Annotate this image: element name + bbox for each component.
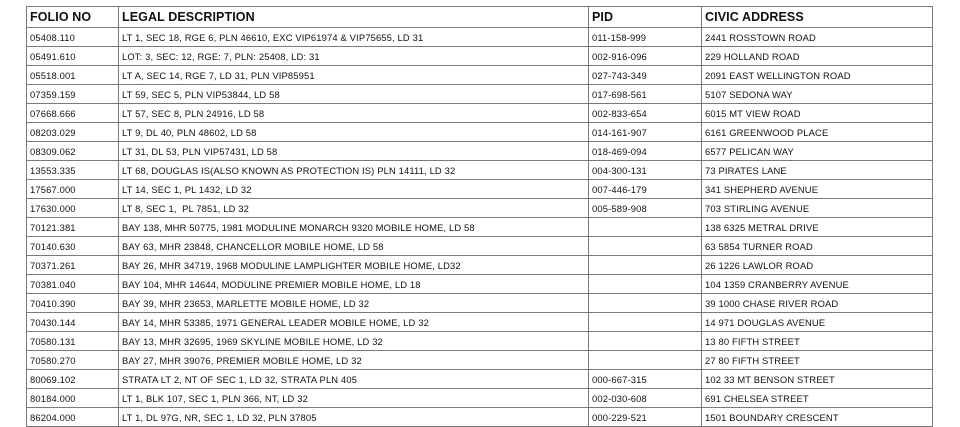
cell-civic: 73 PIRATES LANE [702,161,933,180]
cell-civic: 27 80 FIFTH STREET [702,351,933,370]
cell-civic: 14 971 DOUGLAS AVENUE [702,313,933,332]
table-row [27,275,933,294]
header-civic-address: CIVIC ADDRESS [702,7,933,28]
cell-pid: 014-161-907 [589,123,702,142]
table-row [27,370,933,389]
cell-pid [589,332,702,351]
cell-legal: LT A, SEC 14, RGE 7, LD 31, PLN VIP85951 [119,66,589,85]
cell-civic: 104 1359 CRANBERRY AVENUE [702,275,933,294]
table-row [27,237,933,256]
table-row [27,332,933,351]
table-row [27,85,933,104]
cell-folio: 70371.261 [27,256,119,275]
header-pid: PID [589,7,702,28]
cell-civic: 6161 GREENWOOD PLACE [702,123,933,142]
cell-folio: 70381.040 [27,275,119,294]
cell-pid: 002-030-608 [589,389,702,408]
cell-pid: 000-667-315 [589,370,702,389]
cell-folio: 86204.000 [27,408,119,427]
cell-civic: 6015 MT VIEW ROAD [702,104,933,123]
cell-folio: 07359.159 [27,85,119,104]
cell-civic: 703 STIRLING AVENUE [702,199,933,218]
cell-civic: 691 CHELSEA STREET [702,389,933,408]
cell-legal: LT 8, SEC 1, PL 7851, LD 32 [119,199,589,218]
cell-legal: LT 14, SEC 1, PL 1432, LD 32 [119,180,589,199]
cell-legal: STRATA LT 2, NT OF SEC 1, LD 32, STRATA PLN 405 [119,370,589,389]
cell-pid [589,218,702,237]
table-row [27,313,933,332]
table-row [27,142,933,161]
cell-folio: 13553.335 [27,161,119,180]
cell-pid: 027-743-349 [589,66,702,85]
cell-legal: BAY 138, MHR 50775, 1981 MODULINE MONARCH 9320 MOBILE HOME, LD 58 [119,218,589,237]
table-row [27,47,933,66]
cell-folio: 05491.610 [27,47,119,66]
cell-pid [589,313,702,332]
cell-civic: 26 1226 LAWLOR ROAD [702,256,933,275]
cell-civic: 341 SHEPHERD AVENUE [702,180,933,199]
cell-civic: 1501 BOUNDARY CRESCENT [702,408,933,427]
cell-legal: LT 59, SEC 5, PLN VIP53844, LD 58 [119,85,589,104]
cell-legal: BAY 26, MHR 34719, 1968 MODULINE LAMPLIGHTER MOBILE HOME, LD32 [119,256,589,275]
cell-folio: 08203.029 [27,123,119,142]
cell-pid: 005-589-908 [589,199,702,218]
cell-legal: BAY 63, MHR 23848, CHANCELLOR MOBILE HOME, LD 58 [119,237,589,256]
cell-pid [589,294,702,313]
cell-legal: LT 1, BLK 107, SEC 1, PLN 366, NT, LD 32 [119,389,589,408]
cell-legal: LT 68, DOUGLAS IS(ALSO KNOWN AS PROTECTION IS) PLN 14111, LD 32 [119,161,589,180]
table-row [27,218,933,237]
cell-pid: 002-833-654 [589,104,702,123]
table-row [27,66,933,85]
cell-legal: LT 57, SEC 8, PLN 24916, LD 58 [119,104,589,123]
table-row [27,28,933,47]
cell-legal: LOT: 3, SEC: 12, RGE: 7, PLN: 25408, LD: 31 [119,47,589,66]
cell-folio: 17630.000 [27,199,119,218]
cell-legal: BAY 104, MHR 14644, MODULINE PREMIER MOBILE HOME, LD 18 [119,275,589,294]
cell-legal: BAY 13, MHR 32695, 1969 SKYLINE MOBILE HOME, LD 32 [119,332,589,351]
header-legal-description: LEGAL DESCRIPTION [119,7,589,28]
cell-folio: 70580.131 [27,332,119,351]
cell-pid: 018-469-094 [589,142,702,161]
property-table-container [26,6,933,427]
cell-legal: LT 1, SEC 18, RGE 6, PLN 46610, EXC VIP61974 & VIP75655, LD 31 [119,28,589,47]
cell-civic: 2441 ROSSTOWN ROAD [702,28,933,47]
cell-legal: LT 1, DL 97G, NR, SEC 1, LD 32, PLN 37805 [119,408,589,427]
cell-folio: 07668.666 [27,104,119,123]
table-header-row [27,7,933,28]
cell-civic: 13 80 FIFTH STREET [702,332,933,351]
cell-folio: 80184.000 [27,389,119,408]
cell-pid: 011-158-999 [589,28,702,47]
cell-pid: 017-698-561 [589,85,702,104]
cell-civic: 39 1000 CHASE RIVER ROAD [702,294,933,313]
cell-pid [589,237,702,256]
cell-pid [589,351,702,370]
cell-civic: 2091 EAST WELLINGTON ROAD [702,66,933,85]
cell-folio: 70410.390 [27,294,119,313]
table-row [27,351,933,370]
cell-folio: 17567.000 [27,180,119,199]
cell-pid [589,275,702,294]
cell-pid: 004-300-131 [589,161,702,180]
cell-legal: BAY 14, MHR 53385, 1971 GENERAL LEADER MOBILE HOME, LD 32 [119,313,589,332]
cell-civic: 6577 PELICAN WAY [702,142,933,161]
cell-legal: BAY 27, MHR 39076, PREMIER MOBILE HOME, LD 32 [119,351,589,370]
cell-folio: 08309.062 [27,142,119,161]
cell-pid: 002-916-096 [589,47,702,66]
table-row [27,389,933,408]
table-row [27,180,933,199]
cell-civic: 229 HOLLAND ROAD [702,47,933,66]
cell-pid [589,256,702,275]
cell-civic: 138 6325 METRAL DRIVE [702,218,933,237]
table-row [27,199,933,218]
header-folio-no: FOLIO NO [27,7,119,28]
cell-folio: 70140.630 [27,237,119,256]
cell-folio: 80069.102 [27,370,119,389]
table-row [27,104,933,123]
cell-civic: 102 33 MT BENSON STREET [702,370,933,389]
table-row [27,408,933,427]
cell-pid: 007-446-179 [589,180,702,199]
cell-legal: BAY 39, MHR 23653, MARLETTE MOBILE HOME, LD 32 [119,294,589,313]
cell-folio: 70430.144 [27,313,119,332]
table-row [27,256,933,275]
cell-folio: 05518.001 [27,66,119,85]
cell-folio: 70121.381 [27,218,119,237]
table-row [27,294,933,313]
cell-pid: 000-229-521 [589,408,702,427]
cell-legal: LT 9, DL 40, PLN 48602, LD 58 [119,123,589,142]
table-row [27,161,933,180]
cell-legal: LT 31, DL 53, PLN VIP57431, LD 58 [119,142,589,161]
cell-folio: 70580.270 [27,351,119,370]
cell-civic: 63 5854 TURNER ROAD [702,237,933,256]
cell-folio: 05408.110 [27,28,119,47]
property-table [26,6,933,427]
table-row [27,123,933,142]
cell-civic: 5107 SEDONA WAY [702,85,933,104]
